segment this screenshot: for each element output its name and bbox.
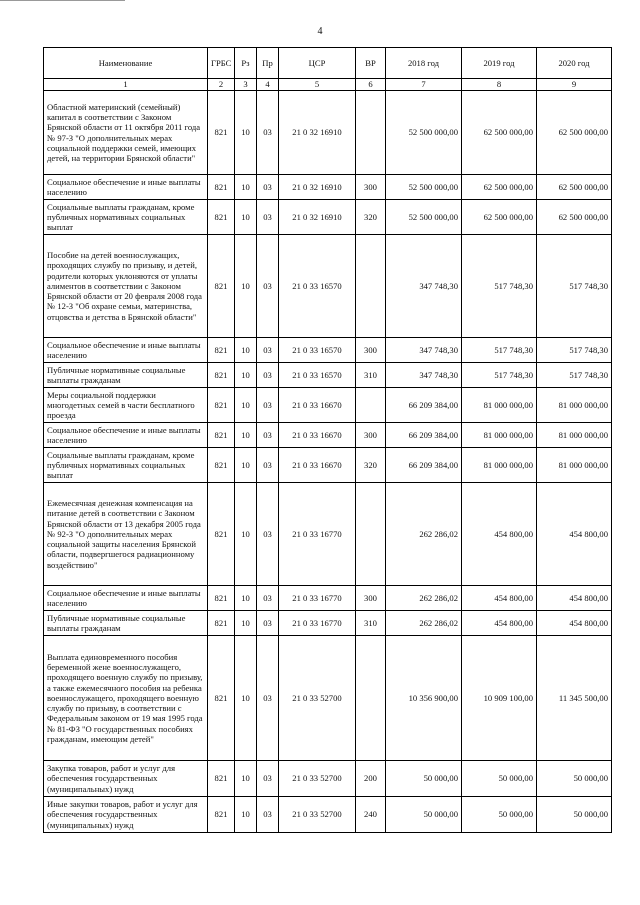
amount-2020: 454 800,00 <box>537 586 612 611</box>
section-code: 10 <box>235 388 257 423</box>
subsection-code: 03 <box>257 338 279 363</box>
header-cell: 2020 год <box>537 48 612 79</box>
table-row <box>44 200 612 235</box>
target-article-code: 21 0 33 52700 <box>279 636 356 761</box>
expense-type-code <box>356 235 386 338</box>
amount-2018: 52 500 000,00 <box>386 200 462 235</box>
amount-2020: 62 500 000,00 <box>537 175 612 200</box>
row-name: Социальные выплаты гражданам, кроме публичных нормативных социальных выплат <box>44 448 208 483</box>
expense-type-code: 310 <box>356 611 386 636</box>
expense-type-code: 240 <box>356 797 386 833</box>
column-number: 3 <box>235 79 257 91</box>
subsection-code: 03 <box>257 91 279 175</box>
row-name: Выплата единовременного пособия беременной жене военнослужащего, проходящего военную службу по призыву, а также ежемесячного пособия на ребенка военнослужащего, проходящего военную службу по призыву, в соответствии с Федеральным законом от 19 мая 1995 года № 81-ФЗ "О государственных пособиях гражданам, имеющим детей" <box>44 636 208 761</box>
row-name: Областной материнский (семейный) капитал в соответствии с Законом Брянской области от 11 октября 2011 года № 97-З "О дополнительных мерах социальной поддержки семей, имеющих детей, на территории Брянской области" <box>44 91 208 175</box>
row-name: Пособие на детей военнослужащих, проходящих службу по призыву, и детей, родители которых уклоняются от уплаты алиментов в соответствии с Законом Брянской области от 20 февраля 2008 года № 12-З "Об охране семьи, материнства, отцовства и детства в Брянской области" <box>44 235 208 338</box>
grbs-code: 821 <box>208 388 235 423</box>
target-article-code: 21 0 32 16910 <box>279 175 356 200</box>
header-cell: 2019 год <box>462 48 537 79</box>
expense-type-code: 320 <box>356 200 386 235</box>
table-row <box>44 91 612 175</box>
target-article-code: 21 0 33 16570 <box>279 338 356 363</box>
column-number: 7 <box>386 79 462 91</box>
row-name: Социальное обеспечение и иные выплаты населению <box>44 423 208 448</box>
expense-type-code <box>356 388 386 423</box>
section-code: 10 <box>235 200 257 235</box>
amount-2020: 517 748,30 <box>537 338 612 363</box>
header-cell: Пр <box>257 48 279 79</box>
header-cell: 2018 год <box>386 48 462 79</box>
column-number-row <box>44 79 612 91</box>
section-code: 10 <box>235 586 257 611</box>
subsection-code: 03 <box>257 586 279 611</box>
row-name: Ежемесячная денежная компенсация на питание детей в соответствии с Законом Брянской области от 13 декабря 2005 года № 92-З "О дополнительных мерах социальной защиты населения Брянской области, подвергшегося радиационному воздействию" <box>44 483 208 586</box>
row-name: Иные закупки товаров, работ и услуг для обеспечения государственных (муниципальных) нужд <box>44 797 208 833</box>
grbs-code: 821 <box>208 338 235 363</box>
target-article-code: 21 0 33 16570 <box>279 235 356 338</box>
target-article-code: 21 0 33 16670 <box>279 388 356 423</box>
grbs-code: 821 <box>208 363 235 388</box>
column-number: 8 <box>462 79 537 91</box>
subsection-code: 03 <box>257 423 279 448</box>
amount-2019: 454 800,00 <box>462 483 537 586</box>
section-code: 10 <box>235 611 257 636</box>
amount-2018: 66 209 384,00 <box>386 423 462 448</box>
grbs-code: 821 <box>208 235 235 338</box>
grbs-code: 821 <box>208 200 235 235</box>
table-row <box>44 448 612 483</box>
subsection-code: 03 <box>257 363 279 388</box>
grbs-code: 821 <box>208 423 235 448</box>
amount-2020: 81 000 000,00 <box>537 423 612 448</box>
expense-type-code: 300 <box>356 338 386 363</box>
subsection-code: 03 <box>257 611 279 636</box>
expense-type-code: 320 <box>356 448 386 483</box>
subsection-code: 03 <box>257 448 279 483</box>
grbs-code: 821 <box>208 636 235 761</box>
target-article-code: 21 0 33 16770 <box>279 586 356 611</box>
grbs-code: 821 <box>208 611 235 636</box>
subsection-code: 03 <box>257 761 279 797</box>
amount-2020: 81 000 000,00 <box>537 388 612 423</box>
row-name: Публичные нормативные социальные выплаты гражданам <box>44 611 208 636</box>
section-code: 10 <box>235 91 257 175</box>
amount-2019: 50 000,00 <box>462 761 537 797</box>
amount-2018: 50 000,00 <box>386 761 462 797</box>
expense-type-code <box>356 91 386 175</box>
amount-2020: 50 000,00 <box>537 761 612 797</box>
amount-2020: 62 500 000,00 <box>537 91 612 175</box>
amount-2019: 50 000,00 <box>462 797 537 833</box>
row-name: Социальные выплаты гражданам, кроме публичных нормативных социальных выплат <box>44 200 208 235</box>
table-row <box>44 423 612 448</box>
amount-2018: 52 500 000,00 <box>386 91 462 175</box>
grbs-code: 821 <box>208 483 235 586</box>
expense-type-code <box>356 483 386 586</box>
amount-2019: 454 800,00 <box>462 586 537 611</box>
row-name: Социальное обеспечение и иные выплаты населению <box>44 175 208 200</box>
target-article-code: 21 0 33 52700 <box>279 761 356 797</box>
subsection-code: 03 <box>257 388 279 423</box>
amount-2018: 66 209 384,00 <box>386 388 462 423</box>
amount-2020: 81 000 000,00 <box>537 448 612 483</box>
table-row <box>44 338 612 363</box>
grbs-code: 821 <box>208 448 235 483</box>
amount-2020: 62 500 000,00 <box>537 200 612 235</box>
subsection-code: 03 <box>257 483 279 586</box>
subsection-code: 03 <box>257 235 279 338</box>
expense-type-code: 200 <box>356 761 386 797</box>
amount-2019: 62 500 000,00 <box>462 175 537 200</box>
grbs-code: 821 <box>208 761 235 797</box>
row-name: Социальное обеспечение и иные выплаты населению <box>44 338 208 363</box>
subsection-code: 03 <box>257 200 279 235</box>
amount-2020: 454 800,00 <box>537 611 612 636</box>
target-article-code: 21 0 33 16670 <box>279 423 356 448</box>
amount-2020: 517 748,30 <box>537 235 612 338</box>
table-row <box>44 611 612 636</box>
section-code: 10 <box>235 448 257 483</box>
corner-rule <box>0 0 125 1</box>
amount-2018: 262 286,02 <box>386 483 462 586</box>
amount-2020: 454 800,00 <box>537 483 612 586</box>
table-row <box>44 235 612 338</box>
grbs-code: 821 <box>208 175 235 200</box>
row-name: Закупка товаров, работ и услуг для обеспечения государственных (муниципальных) нужд <box>44 761 208 797</box>
column-number: 5 <box>279 79 356 91</box>
target-article-code: 21 0 32 16910 <box>279 200 356 235</box>
grbs-code: 821 <box>208 586 235 611</box>
grbs-code: 821 <box>208 91 235 175</box>
row-name: Меры социальной поддержки многодетных семей в части бесплатного проезда <box>44 388 208 423</box>
budget-table <box>43 47 612 833</box>
column-number: 4 <box>257 79 279 91</box>
header-cell: ВР <box>356 48 386 79</box>
header-cell: ЦСР <box>279 48 356 79</box>
column-number: 1 <box>44 79 208 91</box>
amount-2018: 347 748,30 <box>386 363 462 388</box>
amount-2019: 517 748,30 <box>462 363 537 388</box>
section-code: 10 <box>235 363 257 388</box>
amount-2018: 50 000,00 <box>386 797 462 833</box>
header-cell: ГРБС <box>208 48 235 79</box>
section-code: 10 <box>235 761 257 797</box>
amount-2019: 81 000 000,00 <box>462 388 537 423</box>
section-code: 10 <box>235 483 257 586</box>
expense-type-code <box>356 636 386 761</box>
amount-2018: 347 748,30 <box>386 338 462 363</box>
amount-2019: 517 748,30 <box>462 338 537 363</box>
target-article-code: 21 0 33 16770 <box>279 611 356 636</box>
table-row <box>44 761 612 797</box>
target-article-code: 21 0 33 16570 <box>279 363 356 388</box>
column-number: 6 <box>356 79 386 91</box>
target-article-code: 21 0 33 52700 <box>279 797 356 833</box>
subsection-code: 03 <box>257 175 279 200</box>
table-row <box>44 483 612 586</box>
amount-2020: 517 748,30 <box>537 363 612 388</box>
amount-2018: 52 500 000,00 <box>386 175 462 200</box>
table-row <box>44 797 612 833</box>
section-code: 10 <box>235 636 257 761</box>
subsection-code: 03 <box>257 797 279 833</box>
section-code: 10 <box>235 423 257 448</box>
section-code: 10 <box>235 235 257 338</box>
amount-2019: 454 800,00 <box>462 611 537 636</box>
amount-2018: 347 748,30 <box>386 235 462 338</box>
expense-type-code: 310 <box>356 363 386 388</box>
amount-2018: 262 286,02 <box>386 586 462 611</box>
target-article-code: 21 0 33 16770 <box>279 483 356 586</box>
amount-2018: 10 356 900,00 <box>386 636 462 761</box>
section-code: 10 <box>235 175 257 200</box>
page-number: 4 <box>317 26 323 37</box>
table-row <box>44 586 612 611</box>
amount-2020: 11 345 500,00 <box>537 636 612 761</box>
target-article-code: 21 0 32 16910 <box>279 91 356 175</box>
table-row <box>44 388 612 423</box>
amount-2019: 62 500 000,00 <box>462 91 537 175</box>
table-row <box>44 363 612 388</box>
amount-2019: 10 909 100,00 <box>462 636 537 761</box>
amount-2019: 81 000 000,00 <box>462 423 537 448</box>
amount-2020: 50 000,00 <box>537 797 612 833</box>
amount-2018: 66 209 384,00 <box>386 448 462 483</box>
grbs-code: 821 <box>208 797 235 833</box>
amount-2018: 262 286,02 <box>386 611 462 636</box>
table-row <box>44 636 612 761</box>
expense-type-code: 300 <box>356 586 386 611</box>
row-name: Социальное обеспечение и иные выплаты населению <box>44 586 208 611</box>
column-number: 2 <box>208 79 235 91</box>
target-article-code: 21 0 33 16670 <box>279 448 356 483</box>
column-number: 9 <box>537 79 612 91</box>
amount-2019: 62 500 000,00 <box>462 200 537 235</box>
amount-2019: 81 000 000,00 <box>462 448 537 483</box>
table-row <box>44 175 612 200</box>
section-code: 10 <box>235 797 257 833</box>
expense-type-code: 300 <box>356 423 386 448</box>
header-cell: Наименование <box>44 48 208 79</box>
header-cell: Рз <box>235 48 257 79</box>
header-row <box>44 48 612 79</box>
row-name: Публичные нормативные социальные выплаты гражданам <box>44 363 208 388</box>
section-code: 10 <box>235 338 257 363</box>
amount-2019: 517 748,30 <box>462 235 537 338</box>
expense-type-code: 300 <box>356 175 386 200</box>
subsection-code: 03 <box>257 636 279 761</box>
